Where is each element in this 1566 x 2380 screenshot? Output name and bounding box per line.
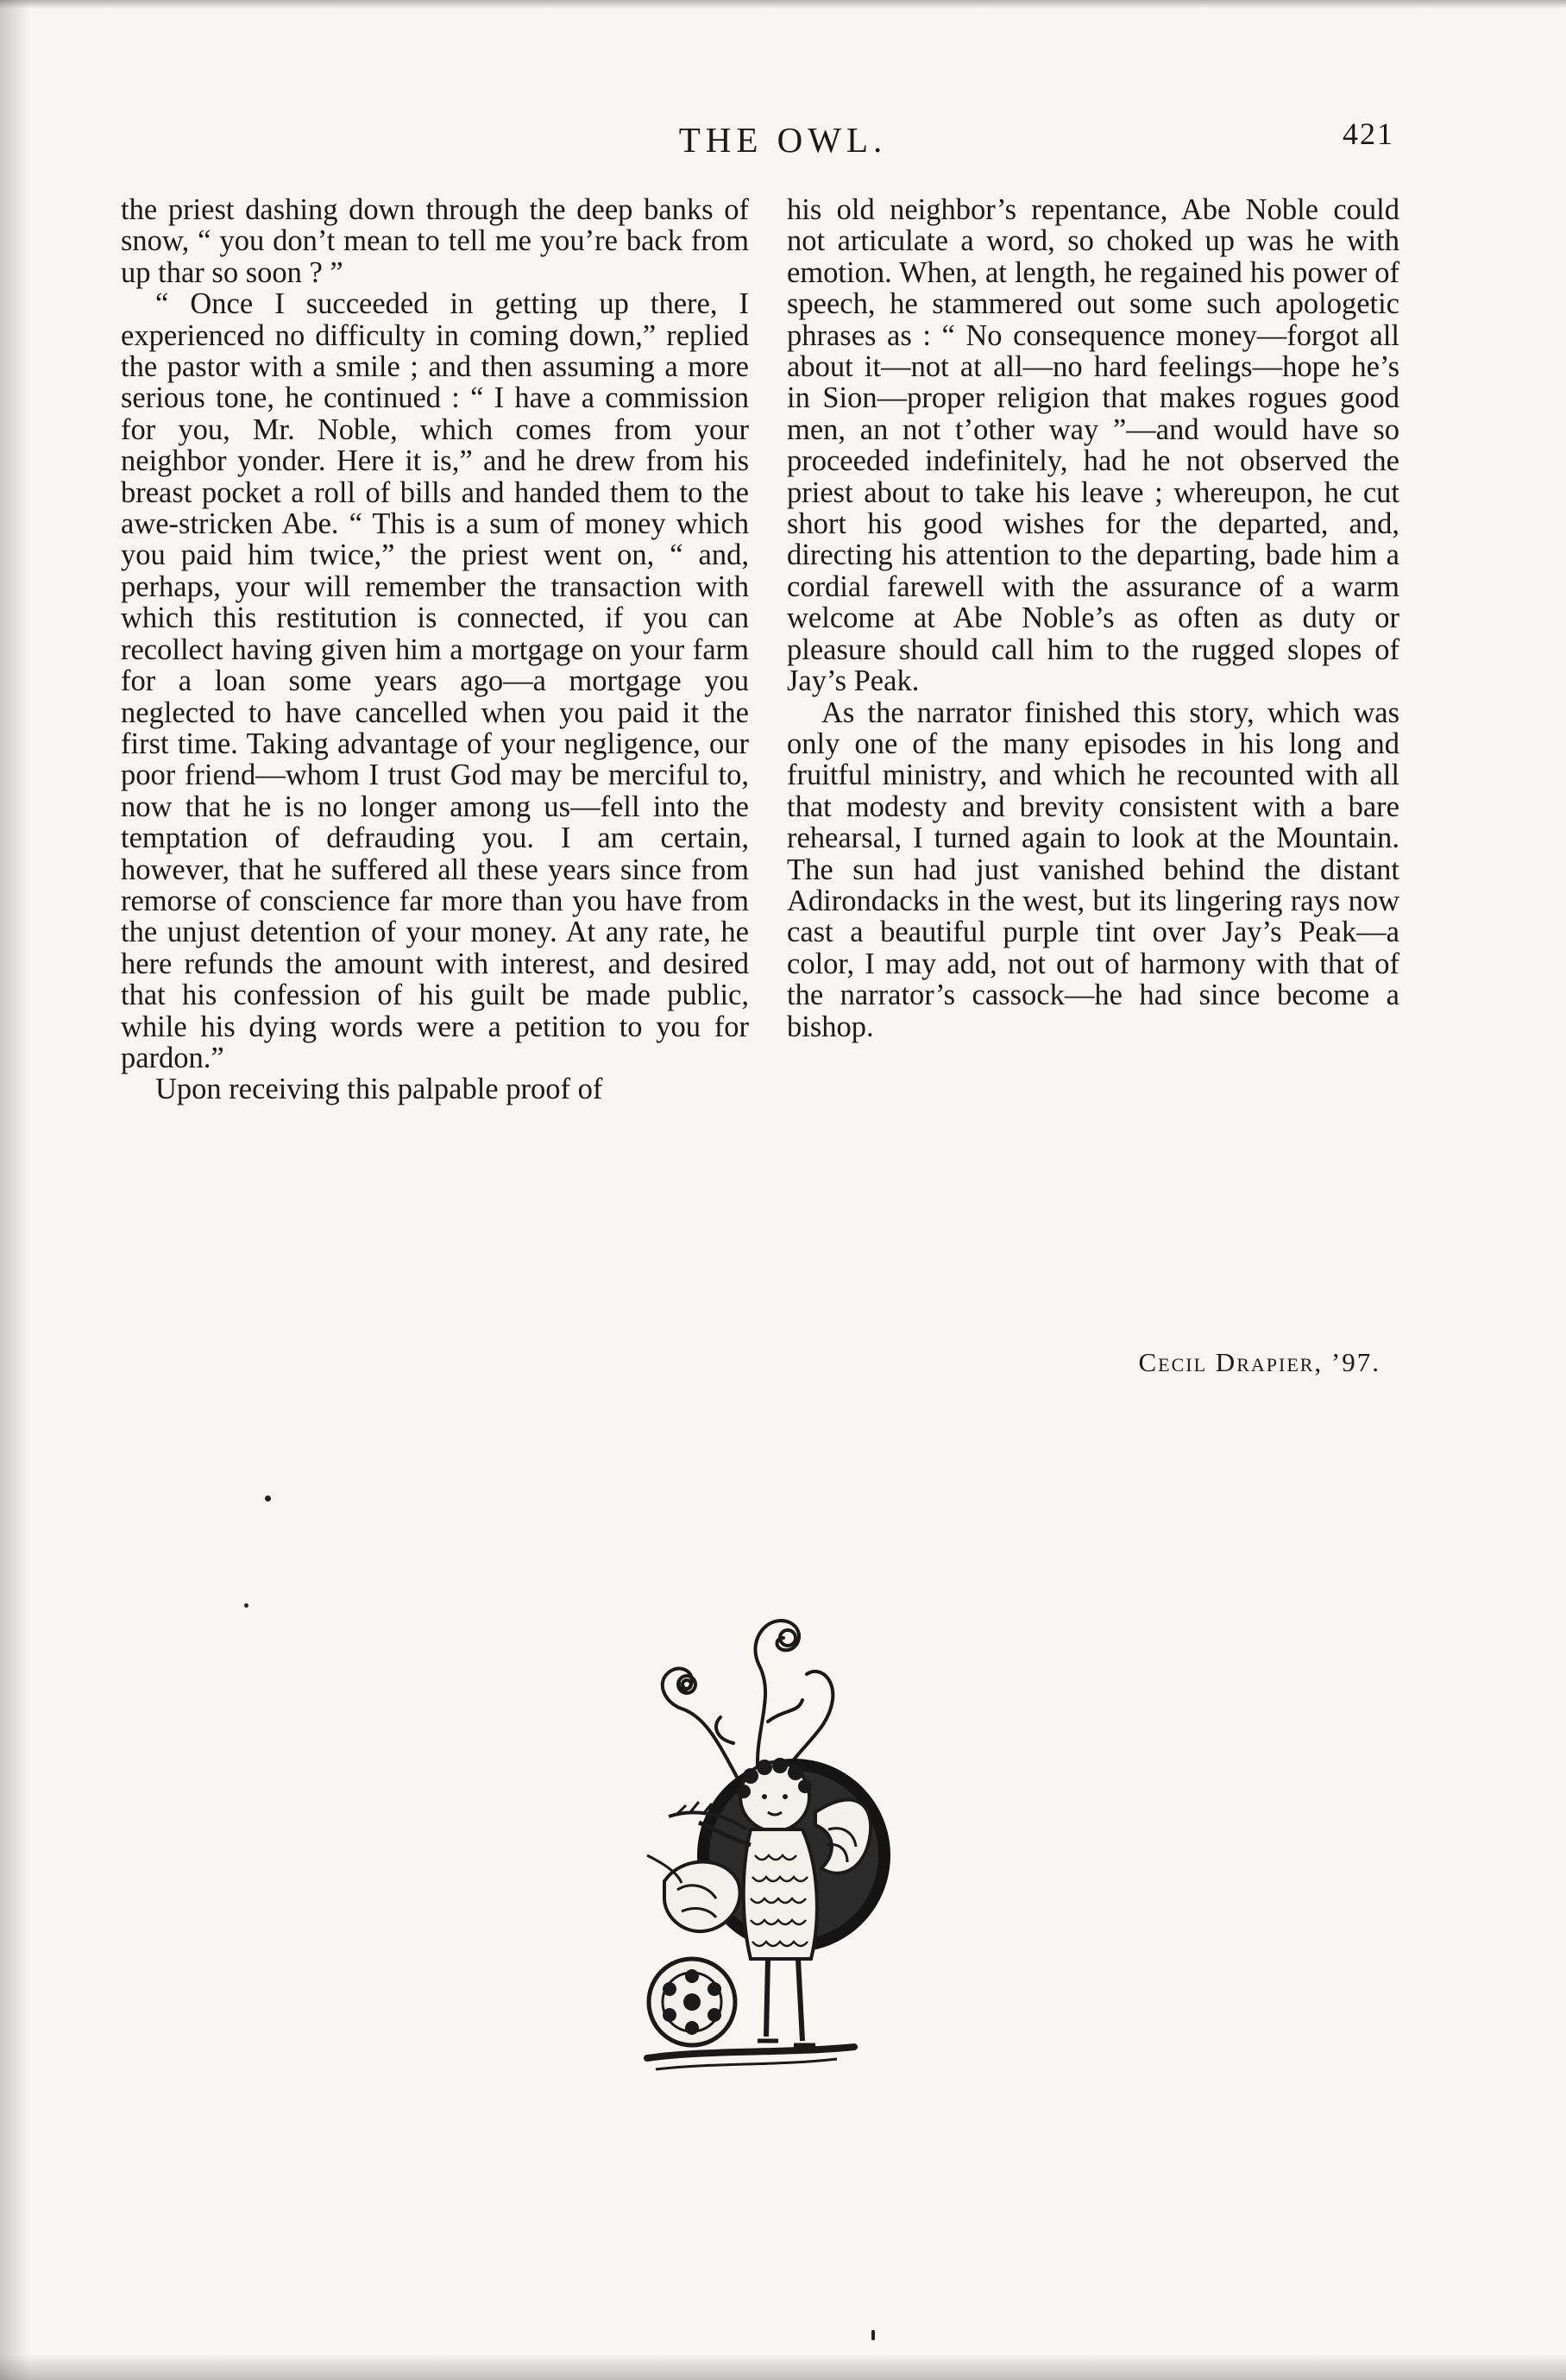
paragraph: the priest dashing down through the deep banks of snow, “ you don’t mean to tell me you’re back from up thar so soon ? ” [121, 193, 749, 289]
scan-top-edge [0, 0, 1566, 9]
scan-edge-shadow [0, 0, 29, 2380]
scan-speck [871, 2330, 875, 2340]
left-column [121, 194, 749, 1105]
scan-bottom-edge [0, 2354, 1566, 2380]
paragraph: his old neighbor’s repentance, Abe Noble could not articulate a word, so choked up was he with emotion. When, at length, he regained his power of speech, he stammered out some such apologetic phrases as : “ No consequence money—forgot all about it—not at all—no hard feelings—hope he’s in Sion—proper religion that makes rogues good men, an not t’other way ”—and would have so proceeded indefinitely, had he not observed the priest about to take his leave ; whereupon, he cut short his good wishes for the departed, and, directing his attention to the departing, bade him a cordial farewell with the assurance of a warm welcome at Abe Noble’s as often as duty or pleasure should call him to the rugged slopes of Jay’s Peak. [787, 193, 1399, 698]
cherub-vignette-icon [630, 1571, 906, 2080]
paragraph: As the narrator finished this story, which was only one of the many episodes in his long and fruitful ministry, and which he recounted with all that modesty and brevity consistent with a bare rehearsal, I turned again to look at the Mountain. The sun had just vanished behind the distant Adirondacks in the west, but its lingering rays now cast a beautiful purple tint over Jay’s Peak—a color, I may add, not out of harmony with that of the narrator’s cassock—he had since become a bishop. [787, 696, 1399, 1043]
page-number: 421 [1343, 116, 1394, 151]
scan-speck [244, 1603, 248, 1608]
paragraph: “ Once I succeeded in getting up there, I experienced no difficulty in coming down,” replied the pastor with a smile ; and then assuming a more serious tone, he continued : “ I have a commission for you, Mr. Noble, which comes from your neighbor yonder. Here it is,” and he drew from his breast pocket a roll of bills and handed them to the awe-stricken Abe. “ This is a sum of money which you paid him twice,” the priest went on, “ and, perhaps, your will remember the transaction with which this restitution is connected, if you can recollect having given him a mortgage on your farm for a loan some years ago—a mortgage you neglected to have cancelled when you paid it the first time. Taking advantage of your negligence, our poor friend—whom I trust God may be merciful to, now that he is no longer among us—fell into the temptation of defrauding you. I am certain, however, that he suffered all these years since from remorse of conscience far more than you have from the unjust detention of your money. At any rate, he here refunds the amount with interest, and desired that his confession of his guilt be made public, while his dying words were a petition to you for pardon.” [121, 287, 749, 1074]
scan-speck [265, 1495, 271, 1502]
running-head: THE OWL. [678, 120, 888, 160]
author-signature: Cecil Drapier, ’97. [1138, 1347, 1380, 1377]
right-column [787, 194, 1399, 1042]
paragraph: Upon receiving this palpable proof of [155, 1073, 603, 1106]
